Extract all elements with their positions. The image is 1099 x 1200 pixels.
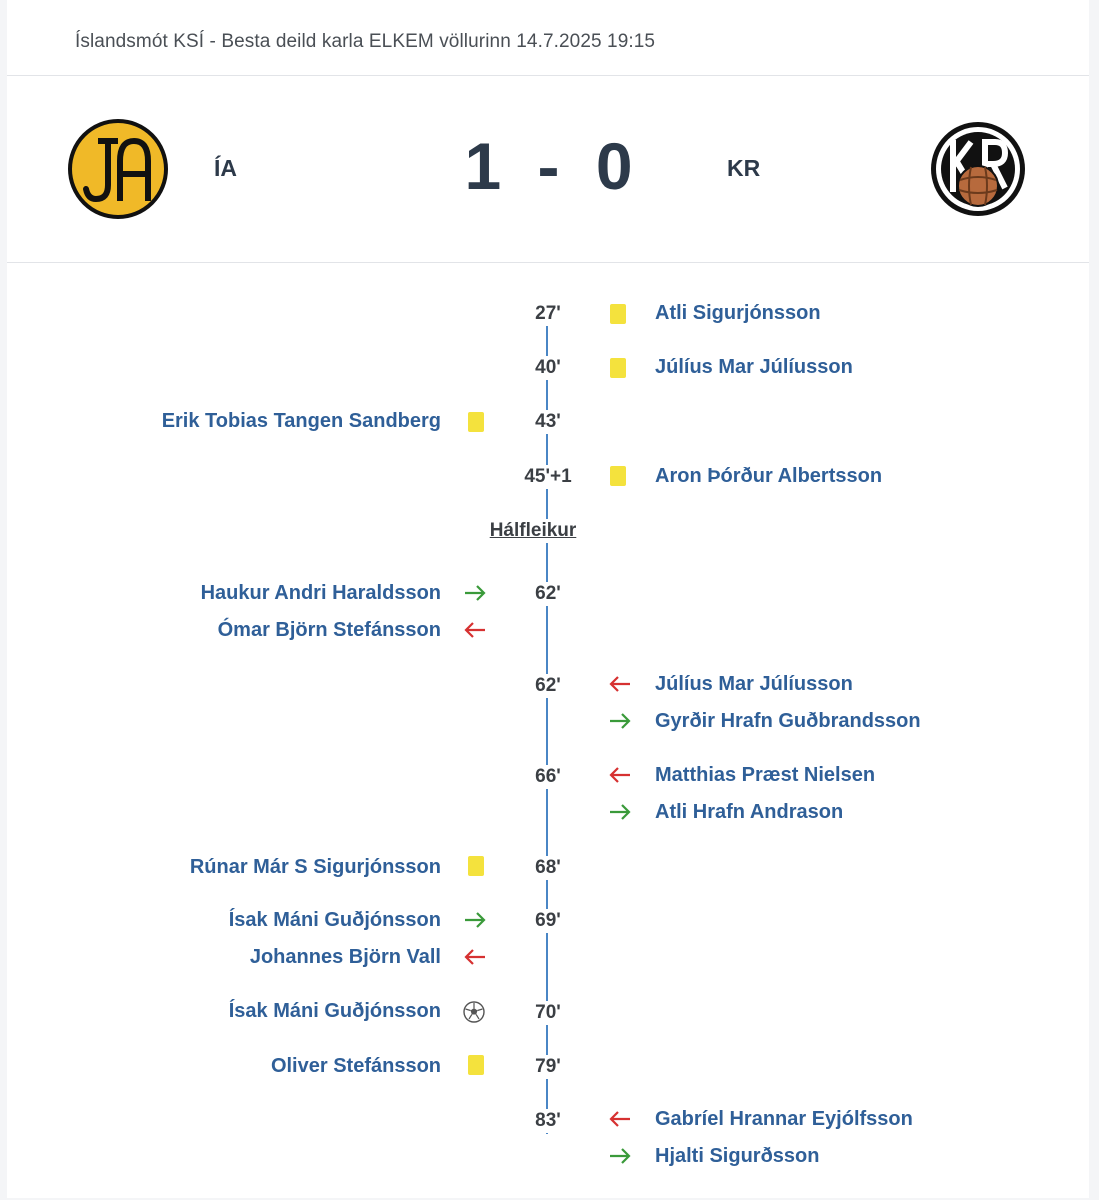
player-link[interactable]: Atli Sigurjónsson [655, 302, 821, 324]
player-link[interactable]: Júlíus Mar Júlíusson [655, 673, 853, 695]
sub-out-arrow-icon [463, 945, 487, 969]
player-link[interactable]: Ómar Björn Stefánsson [217, 619, 441, 641]
soccer-ball-icon [462, 1000, 486, 1024]
away-score: 0 [595, 129, 635, 203]
sub-out-arrow-icon [608, 763, 632, 787]
event-minute: 62' [508, 582, 588, 606]
divider [7, 262, 1089, 263]
timeline-line [546, 540, 548, 1134]
event-minute: 69' [508, 909, 588, 933]
event-minute: 83' [508, 1109, 588, 1133]
event-minute: 70' [508, 1001, 588, 1025]
event-minute: 40' [508, 356, 588, 380]
player-link[interactable]: Atli Hrafn Andrason [655, 801, 844, 823]
sub-out-arrow-icon [608, 672, 632, 696]
match-info: Íslandsmót KSÍ - Besta deild karla ELKEM völlurinn 14.7.2025 19:15 [75, 31, 656, 52]
sub-out-arrow-icon [463, 618, 487, 642]
event-minute: 43' [508, 410, 588, 434]
sub-in-arrow-icon [608, 800, 632, 824]
away-team-name[interactable]: KR [727, 155, 761, 181]
player-link[interactable]: Erik Tobias Tangen Sandberg [161, 410, 441, 432]
yellow-card-icon [468, 856, 484, 876]
event-minute: 27' [508, 302, 588, 326]
score-separator: - [537, 129, 562, 203]
player-link[interactable]: Haukur Andri Haraldsson [200, 582, 441, 604]
yellow-card-icon [468, 412, 484, 432]
yellow-card-icon [610, 358, 626, 378]
event-minute: 68' [508, 856, 588, 880]
player-link[interactable]: Gabríel Hrannar Eyjólfsson [655, 1108, 913, 1130]
yellow-card-icon [610, 304, 626, 324]
player-link[interactable]: Johannes Björn Vall [249, 946, 441, 968]
sub-in-arrow-icon [608, 709, 632, 733]
player-link[interactable]: Matthias Præst Nielsen [655, 764, 876, 786]
event-minute: 62' [508, 674, 588, 698]
player-link[interactable]: Ísak Máni Guðjónsson [228, 909, 441, 931]
divider [7, 75, 1089, 76]
home-score: 1 [464, 129, 504, 203]
event-minute: 45'+1 [508, 465, 588, 489]
player-link[interactable]: Oliver Stefánsson [270, 1055, 441, 1077]
home-team-name[interactable]: ÍA [214, 155, 237, 181]
yellow-card-icon [468, 1055, 484, 1075]
player-link[interactable]: Ísak Máni Guðjónsson [228, 1000, 441, 1022]
event-minute: 79' [508, 1055, 588, 1079]
sub-in-arrow-icon [608, 1144, 632, 1168]
event-minute: 66' [508, 765, 588, 789]
sub-in-arrow-icon [463, 908, 487, 932]
player-link[interactable]: Júlíus Mar Júlíusson [655, 356, 853, 378]
player-link[interactable]: Aron Þórður Albertsson [655, 465, 883, 487]
sub-in-arrow-icon [463, 581, 487, 605]
player-link[interactable]: Hjalti Sigurðsson [655, 1145, 820, 1167]
away-team-logo[interactable] [929, 120, 1027, 223]
halftime-label: Hálfleikur [480, 519, 586, 543]
player-link[interactable]: Gyrðir Hrafn Guðbrandsson [655, 710, 921, 732]
yellow-card-icon [610, 466, 626, 486]
sub-out-arrow-icon [608, 1107, 632, 1131]
player-link[interactable]: Rúnar Már S Sigurjónsson [189, 856, 441, 878]
